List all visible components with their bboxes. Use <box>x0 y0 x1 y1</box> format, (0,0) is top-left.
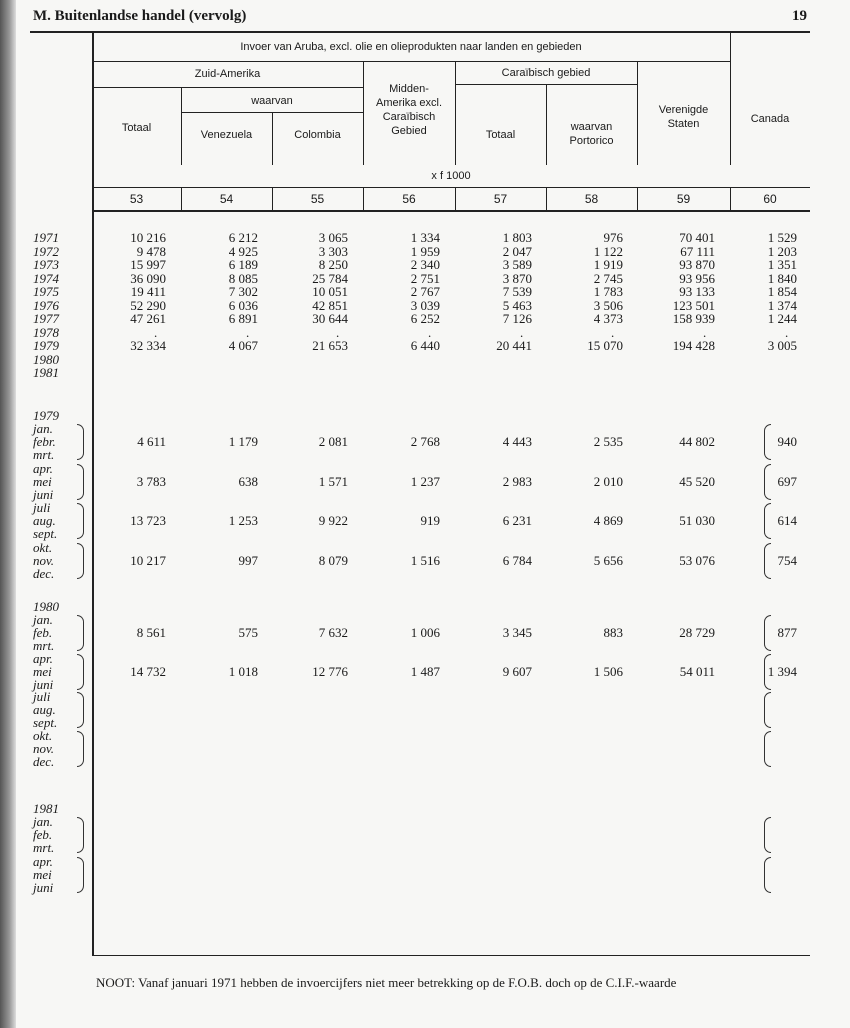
period-month: aug. <box>33 513 56 528</box>
period-month: mei <box>33 663 52 679</box>
header-colombia: Colombia <box>294 129 341 141</box>
period-month: apr. <box>33 650 53 666</box>
table-cell: 919 <box>420 513 440 528</box>
header-venezuela: Venezuela <box>200 129 253 141</box>
table-cell: 3 870 <box>502 270 532 286</box>
table-cell: 52 290 <box>130 297 166 313</box>
bracket <box>77 424 84 460</box>
rule <box>30 31 810 33</box>
table-cell: 93 870 <box>679 257 715 272</box>
period-month: apr. <box>33 460 53 476</box>
table-cell: . <box>703 324 707 340</box>
period-month: mei <box>33 866 52 882</box>
table-cell: 12 776 <box>312 663 348 679</box>
table-cell: 1 529 <box>767 230 797 245</box>
table-cell: 3 039 <box>410 297 440 313</box>
table-cell: 754 <box>777 552 797 568</box>
period-month: feb. <box>33 625 53 640</box>
table-cell: 1 006 <box>410 625 440 640</box>
row-year: 1981 <box>33 365 59 380</box>
period-month: febr. <box>33 434 56 449</box>
table-cell: 44 802 <box>679 434 715 449</box>
period-month: juni <box>33 676 54 692</box>
header-caraibisch: Caraïbisch gebied <box>501 67 591 79</box>
table-cell: 1 783 <box>593 284 623 299</box>
table-cell: 1 374 <box>767 297 797 313</box>
period-year: 1980 <box>33 599 59 614</box>
period-month: juli <box>33 500 51 515</box>
table-cell: 8 561 <box>136 625 166 640</box>
table-cell: 1 351 <box>767 257 797 272</box>
table-cell: . <box>154 324 158 340</box>
table-cell: 1 237 <box>410 473 440 489</box>
table-cell: 4 373 <box>593 311 623 326</box>
table-cell: 2 745 <box>593 270 623 286</box>
row-year: 1973 <box>33 257 59 272</box>
table-cell: 2 081 <box>318 434 348 449</box>
table-cell: . <box>785 324 789 340</box>
table-cell: 1 854 <box>767 284 797 299</box>
table-cell: 20 441 <box>496 338 532 353</box>
table-cell: 3 005 <box>767 338 797 353</box>
table-cell: 1 253 <box>228 513 258 528</box>
table-cell: 4 925 <box>228 243 258 259</box>
table-cell: 1 840 <box>767 270 797 286</box>
period-year: 1979 <box>33 408 59 423</box>
row-year: 1980 <box>33 351 59 367</box>
header-waarvan: waarvan <box>251 95 293 107</box>
period-month: apr. <box>33 853 53 869</box>
table-cell: 3 065 <box>318 230 348 245</box>
table-cell: 6 212 <box>228 230 258 245</box>
table-cell: 7 302 <box>228 284 258 299</box>
table-cell: 4 443 <box>502 434 532 449</box>
bracket <box>764 692 771 728</box>
table-cell: 2 340 <box>410 257 440 272</box>
column-number: 59 <box>676 192 691 206</box>
table-cell: 4 869 <box>593 513 623 528</box>
table-cell: 1 394 <box>767 663 797 679</box>
table-cell: 1 018 <box>228 663 258 679</box>
table-cell: 1 244 <box>767 311 797 326</box>
period-month: jan. <box>33 612 53 627</box>
period-month: dec. <box>33 565 55 581</box>
rule <box>92 210 810 212</box>
table-cell: 9 607 <box>502 663 532 679</box>
period-month: okt. <box>33 539 53 555</box>
table-cell: 123 501 <box>672 297 715 313</box>
period-month: sept. <box>33 526 58 541</box>
table-cell: 3 506 <box>593 297 623 313</box>
row-year: 1974 <box>33 270 59 286</box>
row-year: 1977 <box>33 311 59 326</box>
table-cell: 158 939 <box>672 311 715 326</box>
table-cell: 614 <box>777 513 797 528</box>
table-cell: 15 997 <box>130 257 166 272</box>
table-cell: 10 216 <box>130 230 166 245</box>
table-cell: 1 203 <box>767 243 797 259</box>
table-cell: 19 411 <box>130 284 166 299</box>
table-cell: 2 983 <box>502 473 532 489</box>
rule <box>92 87 363 88</box>
table-cell: 10 051 <box>312 284 348 299</box>
row-year: 1971 <box>33 230 59 245</box>
table-cell: 3 303 <box>318 243 348 259</box>
table-cell: 6 252 <box>410 311 440 326</box>
header-zuid-amerika: Zuid-Amerika <box>194 68 261 80</box>
table-cell: 877 <box>777 625 797 640</box>
bracket <box>764 857 771 893</box>
period-month: juni <box>33 879 54 895</box>
header-verenigde-staten: Verenigde Staten <box>658 104 709 130</box>
table-cell: 697 <box>777 473 797 489</box>
table-cell: 7 126 <box>502 311 532 326</box>
table-cell: 6 440 <box>410 338 440 353</box>
table-cell: 1 122 <box>593 243 623 259</box>
period-month: nov. <box>33 552 55 568</box>
bracket <box>77 543 84 579</box>
row-year: 1975 <box>33 284 59 299</box>
table-cell: 15 070 <box>587 338 623 353</box>
table-cell: 45 520 <box>679 473 715 489</box>
unit-label: x f 1000 <box>431 170 471 182</box>
table-cell: 2 535 <box>593 434 623 449</box>
column-number: 56 <box>402 192 416 206</box>
table-cell: . <box>611 324 615 340</box>
header-midden-amerika: Midden- Amerika excl. Caraïbisch Gebied <box>375 83 443 137</box>
table-cell: 1 516 <box>410 552 440 568</box>
table-cell: . <box>336 324 340 340</box>
header-canada: Canada <box>750 113 790 125</box>
bracket <box>77 654 84 690</box>
table-cell: 4 067 <box>228 338 258 353</box>
table-cell: 13 723 <box>130 513 166 528</box>
table-cell: 4 611 <box>137 434 166 449</box>
table-cell: 1 919 <box>593 257 623 272</box>
column-number: 57 <box>493 192 508 206</box>
bracket <box>77 692 84 728</box>
bracket <box>77 857 84 893</box>
table-cell: 194 428 <box>672 338 715 353</box>
rule <box>730 33 731 165</box>
header-portorico: waarvan Portorico <box>569 121 614 147</box>
bracket <box>77 615 84 651</box>
table-cell: 1 571 <box>318 473 348 489</box>
bracket <box>764 731 771 767</box>
header-totaal: Totaal <box>121 122 152 134</box>
table-cell: 5 656 <box>593 552 623 568</box>
period-month: mrt. <box>33 840 55 855</box>
rule <box>92 61 730 62</box>
row-year: 1979 <box>33 338 59 353</box>
period-month: jan. <box>33 814 53 829</box>
period-month: mrt. <box>33 447 55 462</box>
table-cell: 2 767 <box>410 284 440 299</box>
row-year: 1976 <box>33 297 59 313</box>
table-cell: 7 632 <box>318 625 348 640</box>
period-month: juni <box>33 486 54 502</box>
table-cell: 638 <box>238 473 258 489</box>
table-cell: 8 079 <box>318 552 348 568</box>
table-cell: 25 784 <box>312 270 348 286</box>
table-cell: 2 751 <box>410 270 440 286</box>
table-cell: 14 732 <box>130 663 166 679</box>
row-year: 1972 <box>33 243 59 259</box>
table-cell: 575 <box>238 625 258 640</box>
period-month: mrt. <box>33 638 55 653</box>
bracket <box>77 464 84 500</box>
table-cell: . <box>246 324 250 340</box>
period-month: okt. <box>33 727 53 743</box>
row-year: 1978 <box>33 324 59 340</box>
table-cell: 53 076 <box>679 552 715 568</box>
table-cell: 7 539 <box>502 284 532 299</box>
bracket <box>77 817 84 853</box>
table-cell: 1 959 <box>410 243 440 259</box>
table-cell: 6 231 <box>502 513 532 528</box>
section-title: M. Buitenlandse handel (vervolg) <box>33 8 247 24</box>
period-month: mei <box>33 473 52 489</box>
column-number: 60 <box>763 192 777 206</box>
table-cell: 2 768 <box>410 434 440 449</box>
table-cell: 28 729 <box>679 625 715 640</box>
table-cell: 976 <box>603 230 623 245</box>
table-title: Invoer van Aruba, excl. olie en olieprodukten naar landen en gebieden <box>240 41 582 53</box>
table-cell: 1 506 <box>593 663 623 679</box>
table-cell: 6 036 <box>228 297 258 313</box>
table-cell: 2 010 <box>593 473 623 489</box>
table-cell: 36 090 <box>130 270 166 286</box>
table-cell: 93 956 <box>679 270 715 286</box>
table-cell: 997 <box>238 552 258 568</box>
table-cell: 6 189 <box>228 257 258 272</box>
table-cell: 9 478 <box>136 243 166 259</box>
table-cell: 6 891 <box>228 311 258 326</box>
table-cell: 3 345 <box>502 625 532 640</box>
table-cell: 21 653 <box>312 338 348 353</box>
table-cell: 47 261 <box>130 311 166 326</box>
bracket <box>77 503 84 539</box>
rule <box>92 955 810 956</box>
period-month: sept. <box>33 715 58 730</box>
column-number: 58 <box>584 192 599 206</box>
table-cell: 51 030 <box>679 513 715 528</box>
column-number: 54 <box>219 192 234 206</box>
header-totaal-caraibisch: Totaal <box>485 129 516 141</box>
table-cell: 6 784 <box>502 552 532 568</box>
column-number: 53 <box>129 192 144 206</box>
table-cell: 3 783 <box>136 473 166 489</box>
footnote: NOOT: Vanaf januari 1971 hebben de invoercijfers niet meer betrekking op de F.O.B. doch op de C.I.F.-waarde <box>96 975 677 990</box>
table-cell: 42 851 <box>312 297 348 313</box>
table-cell: 93 133 <box>679 284 715 299</box>
period-month: juli <box>33 689 51 704</box>
book-spine <box>0 0 16 1028</box>
rule <box>92 187 810 188</box>
page-number: 19 <box>792 8 807 24</box>
table-cell: 70 401 <box>679 230 715 245</box>
bracket <box>764 817 771 853</box>
period-year: 1981 <box>33 801 59 816</box>
bracket <box>77 731 84 767</box>
table-cell: . <box>428 324 432 340</box>
table-cell: 1 487 <box>410 663 440 679</box>
table-cell: 8 085 <box>228 270 258 286</box>
table-cell: 1 334 <box>410 230 440 245</box>
table-cell: 2 047 <box>502 243 532 259</box>
table-cell: 883 <box>603 625 623 640</box>
table-cell: 54 011 <box>679 663 715 679</box>
table-cell: . <box>520 324 524 340</box>
period-month: aug. <box>33 702 56 717</box>
table-cell: 3 589 <box>502 257 532 272</box>
period-month: feb. <box>33 827 53 842</box>
table-cell: 5 463 <box>502 297 532 313</box>
table-cell: 1 803 <box>502 230 532 245</box>
column-number: 55 <box>310 192 325 206</box>
table-cell: 30 644 <box>312 311 348 326</box>
period-month: nov. <box>33 740 55 756</box>
table-cell: 940 <box>777 434 797 449</box>
table-cell: 10 217 <box>130 552 166 568</box>
table-cell: 67 111 <box>680 243 715 259</box>
table-cell: 8 250 <box>318 257 348 272</box>
period-month: jan. <box>33 421 53 436</box>
table-cell: 1 179 <box>228 434 258 449</box>
table-cell: 32 334 <box>130 338 166 353</box>
period-month: dec. <box>33 753 55 769</box>
table-cell: 9 922 <box>318 513 348 528</box>
